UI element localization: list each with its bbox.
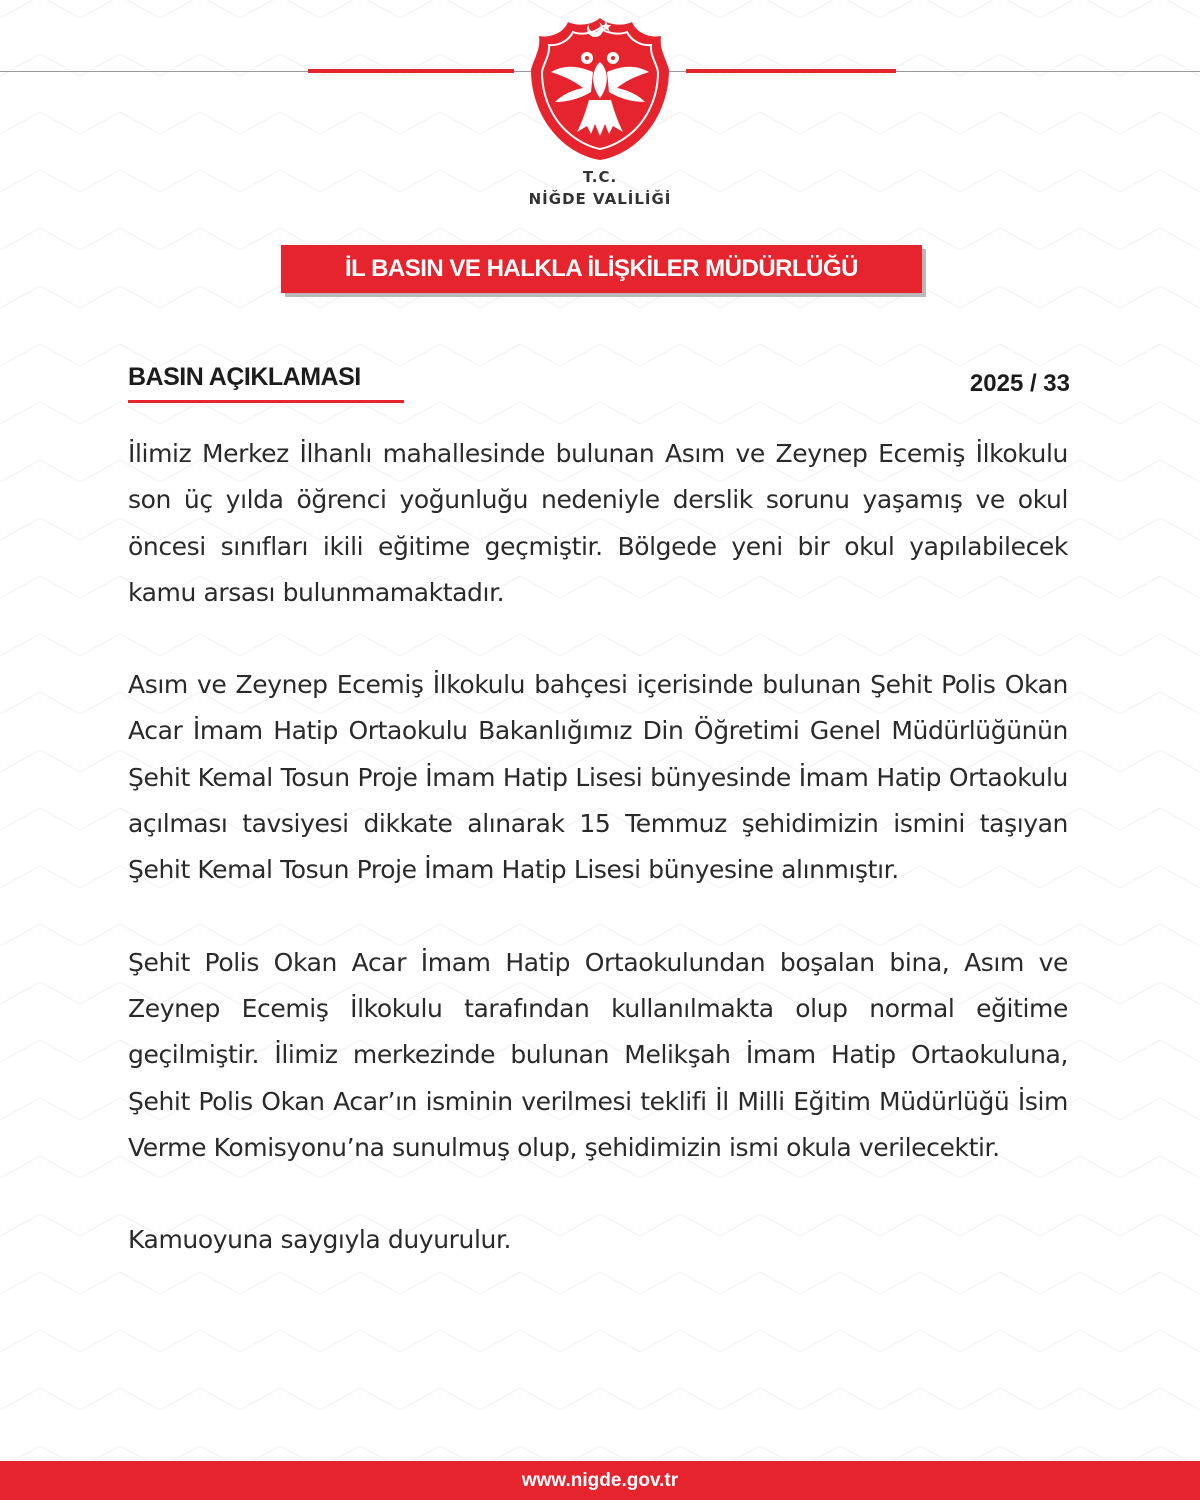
zigzag-line <box>0 1388 1200 1410</box>
zigzag-line <box>0 1330 1200 1352</box>
body-paragraph-1: İlimiz Merkez İlhanlı mahallesinde bulunan Asım ve Zeynep Ecemiş İlkokulu son üç yılda öğrenci yoğunluğu nedeniyle derslik sorunu yaşamış ve okul öncesi sınıfları ikili eğitime geçmiştir. Bölgede yeni bir okul yapılabilecek kamu arsası bulunmamaktadır. <box>128 439 1068 607</box>
document-title-underline <box>128 400 404 403</box>
press-release-body <box>128 431 1068 1309</box>
department-banner-label: İL BASIN VE HALKLA İLİŞKİLER MÜDÜRLÜĞÜ <box>345 255 858 282</box>
document-title: BASIN AÇIKLAMASI <box>128 363 361 391</box>
header-red-accent-left <box>308 69 514 73</box>
footer-bar <box>0 1461 1200 1500</box>
body-paragraph-3: Şehit Polis Okan Acar İmam Hatip Ortaokulundan boşalan bina, Asım ve Zeynep Ecemiş İlkokulu tarafından kullanılmakta olup normal eğitime geçilmiştir. İlimiz merkezinde bulunan Melikşah İmam Hatip Ortaokuluna, Şehit Polis Okan Acar’ın isminin verilmesi teklifi İl Milli Eğitim Müdürlüğü İsim Verme Komisyonu’na sunulmuş olup, şehidimizin ismi okula verilecektir. <box>128 947 1068 1162</box>
header-red-accent-right <box>686 69 896 73</box>
department-banner <box>281 245 922 293</box>
org-prefix: T.C. <box>582 168 618 186</box>
org-name: NİĞDE VALİLİĞİ <box>528 190 672 208</box>
nigde-emblem-logo <box>529 14 671 164</box>
document-number: 2025 / 33 <box>969 370 1070 397</box>
body-paragraph-2: Asım ve Zeynep Ecemiş İlkokulu bahçesi içerisinde bulunan Şehit Polis Okan Acar İmam Hatip Ortaokulu Bakanlığımız Din Öğretimi Genel Müdürlüğünün Şehit Kemal Tosun Proje İmam Hatip Lisesi bünyesinde İmam Hatip Ortaokulu açılması tavsiyesi dikkate alınarak 15 Temmuz şehidimizin ismini taşıyan Şehit Kemal Tosun Proje İmam Hatip Lisesi bünyesine alınmıştır. <box>128 670 1068 885</box>
footer-website-link[interactable]: www.nigde.gov.tr <box>521 1469 679 1491</box>
zigzag-line <box>0 402 1200 424</box>
closing-line: Kamuoyuna saygıyla duyurulur. <box>128 1225 512 1255</box>
